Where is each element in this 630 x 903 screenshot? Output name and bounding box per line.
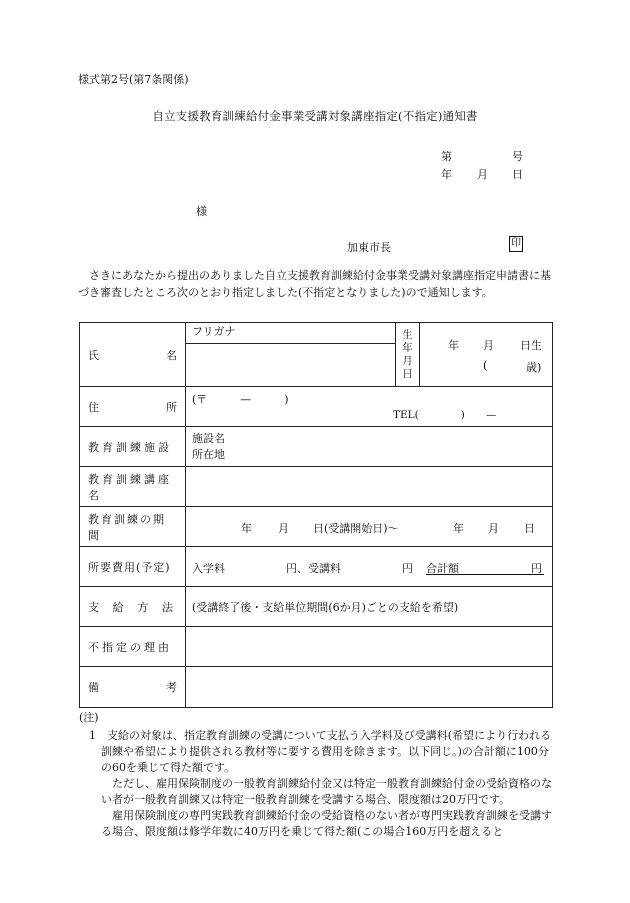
recipient-suffix: 様: [196, 205, 207, 218]
remarks-row: [80, 667, 553, 708]
admission-unit: 円、受講料: [286, 562, 341, 575]
intro-paragraph: さきにあなたから提出のありました自立支援教育訓練給付金事業受講対象講座指定申請書に基づき審査したところ次のとおり指定しました(不指定となりました)ので通知します。: [78, 269, 551, 299]
total-amount: [426, 560, 544, 575]
birth-date-field[interactable]: [420, 323, 553, 387]
notes-section: [79, 710, 554, 840]
date-month-label: 月: [477, 168, 488, 181]
name-row: [80, 323, 553, 344]
admission-label: 入学料: [192, 562, 225, 575]
application-table: [79, 322, 553, 708]
cost-label: 所要費用(予定): [80, 547, 186, 587]
period-label: 教育訓練の期間: [80, 507, 186, 547]
birth-year-label: 年: [448, 338, 459, 352]
cost-row: [80, 547, 553, 587]
method-label: 支 給 方 法: [80, 587, 186, 627]
seal-stamp: 印: [509, 236, 523, 252]
method-value: (受講終了後・支給単位期間(6か月)ごとの支給を希望): [192, 600, 459, 614]
facility-field[interactable]: [186, 427, 553, 467]
course-label: 教育訓練講座名: [80, 467, 186, 507]
furigana-label: フリガナ: [192, 325, 236, 338]
period-end-year: 年: [453, 522, 464, 535]
note-item-1: 1 支給の対象は、指定教育訓練の受講について支払う入学料及び受講料(希望により行われる訓練や希望により提供される教材等に要する費用を除きます。以下同じ。)の合計額に100分の60を乗じて得た額です。: [89, 729, 552, 774]
remarks-label: 備 考: [80, 667, 186, 708]
period-end-month: 月: [488, 522, 499, 535]
method-field[interactable]: [186, 587, 553, 627]
number-suffix: 号: [512, 150, 523, 163]
cost-field[interactable]: [186, 547, 553, 587]
period-start-day: 日(受講開始日)～: [313, 522, 399, 535]
tuition-unit: 円: [402, 562, 413, 575]
period-start-month: 月: [278, 522, 289, 535]
notes-heading: (注): [79, 711, 99, 724]
course-field[interactable]: [186, 467, 553, 507]
method-row: [80, 587, 553, 627]
facility-row: [80, 427, 553, 467]
period-field[interactable]: [186, 507, 553, 547]
period-end-day: 日: [524, 522, 535, 535]
date-year-label: 年: [441, 168, 452, 181]
birth-day-label: 日生: [520, 338, 542, 352]
postal-code: (〒 — ): [192, 393, 289, 406]
tel-field: TEL( ) —: [393, 409, 497, 421]
date-day-label: 日: [512, 168, 523, 181]
age-open: (: [483, 358, 488, 372]
document-title: 自立支援教育訓練給付金事業受講対象講座指定(不指定)通知書: [152, 109, 478, 123]
reason-row: [80, 627, 553, 667]
reason-field[interactable]: [186, 627, 553, 667]
age-unit: 歳): [526, 360, 542, 374]
name-label: 氏 名: [80, 323, 186, 387]
total-label: 合計額: [426, 562, 459, 575]
remarks-field[interactable]: [186, 667, 553, 708]
address-label: 住 所: [80, 387, 186, 427]
course-row: [80, 467, 553, 507]
address-row: [80, 387, 553, 427]
note-paragraph-3: 雇用保険制度の専門実践教育訓練給付金の受給資格のない者が専門実践教育訓練を受講する場合、限度額は修学年数に40万円を乗じて得た額(この場合160万円を超えると: [101, 809, 552, 838]
period-start-year: 年: [241, 522, 252, 535]
facility-location-label: 所在地: [192, 447, 225, 461]
note-paragraph-2: ただし、雇用保険制度の一般教育訓練給付金又は特定一般教育訓練給付金の受給資格のない者が一般教育訓練又は特定一般教育訓練を受講する場合、限度額は20万円です。: [101, 777, 552, 806]
name-field[interactable]: [186, 344, 396, 387]
issuer: 加東市長: [347, 241, 391, 254]
facility-name-label: 施設名: [192, 431, 225, 445]
form-number: 様式第2号(第7条関係): [78, 73, 189, 86]
number-prefix: 第: [441, 150, 452, 163]
total-unit: 円: [531, 562, 542, 575]
facility-label: 教育訓練施設: [80, 427, 186, 467]
period-row: [80, 507, 553, 547]
birth-label: 生年月日: [396, 323, 420, 387]
address-field[interactable]: [186, 387, 553, 427]
reason-label: 不指定の理由: [80, 627, 186, 667]
furigana-field[interactable]: [186, 323, 396, 344]
birth-month-label: 月: [483, 338, 494, 352]
